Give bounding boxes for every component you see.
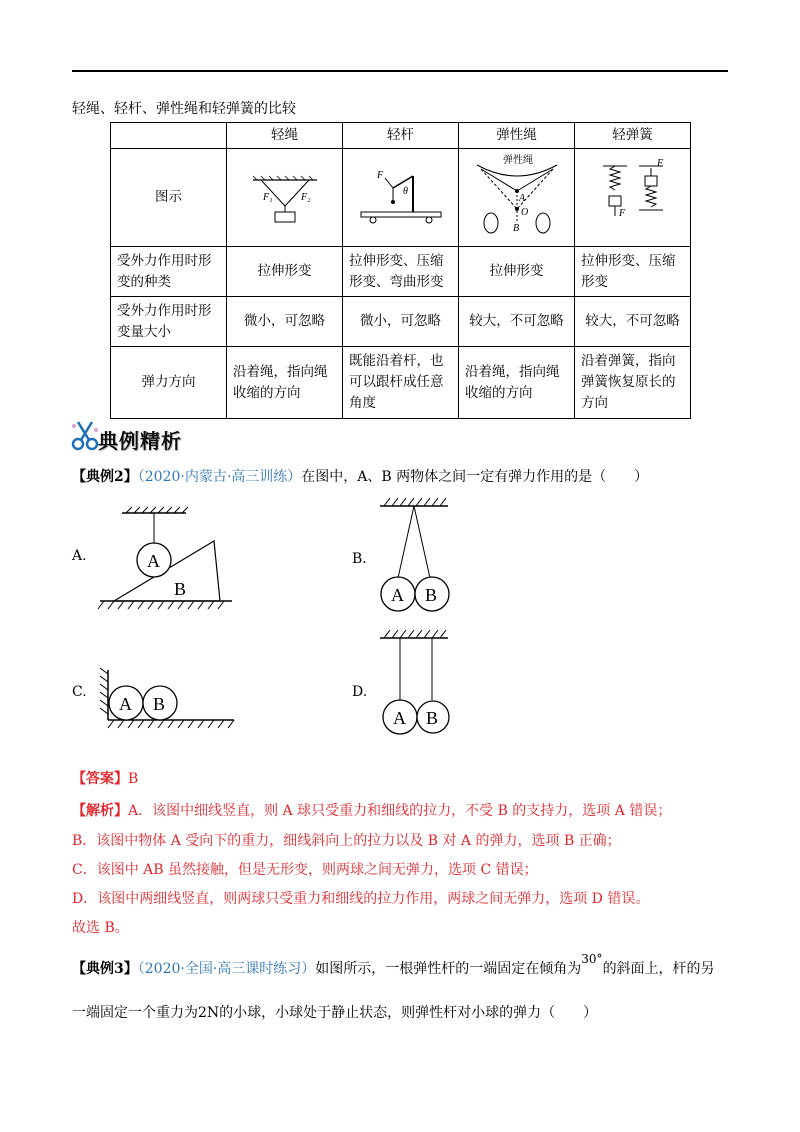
rod-theta-label: θ — [402, 186, 408, 197]
table-cell: 拉伸形变、压缩形变 — [575, 247, 691, 297]
ex2-question: 在图中，A、B 两物体之间一定有弹力作用的是（ ） — [301, 469, 649, 485]
option-c-ball-b: B — [153, 694, 166, 714]
ex2-tag: 【典例2】 — [72, 469, 138, 485]
table-row-figures — [111, 149, 691, 247]
rope-figure — [235, 154, 335, 234]
spring-f2-label: F — [656, 158, 663, 169]
option-a-label: A. — [72, 548, 87, 564]
table-cell: 拉伸形变 — [227, 247, 343, 297]
table-cell: 沿着绳，指向绳收缩的方向 — [459, 347, 575, 419]
rod-f-label: F — [376, 170, 383, 181]
rope-f2-label: F₂ — [300, 192, 311, 203]
elastic-title-label: 弹性绳 — [502, 155, 533, 166]
rope-figure-cell — [227, 149, 343, 247]
analysis-line-5: 故选 B。 — [72, 920, 129, 936]
analysis-line-1 — [72, 800, 671, 820]
option-d-figure — [372, 626, 462, 740]
section-title: 典例精析 — [98, 429, 182, 453]
table-header-cell — [111, 123, 227, 149]
option-a-block-b: B — [174, 579, 187, 599]
option-b-ball-a: A — [391, 585, 404, 605]
ex3-question-line-1 — [72, 952, 715, 978]
option-d-ball-a: A — [393, 708, 406, 728]
ex2-question-line — [72, 466, 648, 486]
spring-f1-label: F — [618, 208, 625, 219]
elastic-figure — [467, 151, 567, 237]
table-cell: 较大，不可忽略 — [575, 297, 691, 347]
answer-tag: 【答案】 — [72, 771, 128, 787]
analysis-line-2: B．该图中物体 A 受向下的重力，细线斜向上的拉力以及 B 对 A 的弹力，选项 B 正确； — [72, 833, 621, 849]
option-d-label: D. — [352, 684, 368, 700]
comparison-table — [110, 122, 691, 419]
ex3-text-a: 如图所示，一根弹性杆的一端固定在倾角为 — [315, 961, 582, 977]
rope-f1-label: F₁ — [262, 192, 273, 203]
elastic-b-label: B — [512, 223, 519, 234]
table-cell: 既能沿着杆，也可以跟杆成任意角度 — [343, 347, 459, 419]
option-b-figure — [372, 494, 462, 616]
row-label: 受外力作用时形变的种类 — [111, 247, 227, 297]
spring-figure-cell — [575, 149, 691, 247]
analysis-line-4: D．该图中两细线竖直，则两球只受重力和细线的拉力作用，两球之间无弹力，选项 D 错误。 — [72, 891, 650, 907]
table-cell: 拉伸形变、压缩形变、弯曲形变 — [343, 247, 459, 297]
ex3-question-line-2: 一端固定一个重力为2N的小球，小球处于静止状态，则弹性杆对小球的弹力（ ） — [72, 1005, 598, 1021]
header-rule — [72, 70, 728, 72]
table-row-deformation-type — [111, 247, 691, 297]
table-header-cell: 轻杆 — [343, 123, 459, 149]
rod-figure-cell — [343, 149, 459, 247]
scissors-icon — [70, 418, 100, 454]
rod-figure — [351, 154, 451, 234]
table-cell: 微小，可忽略 — [227, 297, 343, 347]
ex3-source: （2020·全国·高三课时练习） — [137, 961, 316, 977]
table-cell: 较大，不可忽略 — [459, 297, 575, 347]
option-d-ball-b: B — [426, 708, 439, 728]
row-label: 图示 — [111, 149, 227, 247]
table-cell: 拉伸形变 — [459, 247, 575, 297]
ex3-tag: 【典例3】 — [72, 961, 138, 977]
option-b-ball-b: B — [425, 585, 438, 605]
table-header-row — [111, 123, 691, 149]
table-cell: 沿着绳，指向绳收缩的方向 — [227, 347, 343, 419]
table-header-cell: 轻弹簧 — [575, 123, 691, 149]
answer-line — [72, 768, 138, 788]
analysis-text: A．该图中细线竖直，则 A 球只受重力和细线的拉力，不受 B 的支持力，选项 A 错误； — [128, 803, 672, 819]
option-c-ball-a: A — [119, 694, 132, 714]
option-b-label: B． — [352, 551, 377, 567]
option-a-figure — [96, 505, 246, 615]
ex2-source: （2020·内蒙古·高三训练） — [137, 469, 302, 485]
elastic-a-label: A — [518, 193, 525, 204]
elastic-figure-cell — [459, 149, 575, 247]
option-c-figure — [94, 664, 244, 736]
row-label: 弹力方向 — [111, 347, 227, 419]
option-a-ball-a: A — [147, 551, 160, 571]
spring-figure — [583, 154, 683, 234]
table-header-cell: 弹性绳 — [459, 123, 575, 149]
table-row-deformation-size — [111, 297, 691, 347]
table-row-force-direction — [111, 347, 691, 419]
section-header — [70, 418, 270, 454]
table-cell: 微小，可忽略 — [343, 297, 459, 347]
row-label: 受外力作用时形变量大小 — [111, 297, 227, 347]
analysis-line-3: C．该图中 AB 虽然接触，但是无形变，则两球之间无弹力，选项 C 错误； — [72, 862, 538, 878]
table-header-cell: 轻绳 — [227, 123, 343, 149]
answer-value: B — [128, 771, 139, 787]
option-c-label: C. — [72, 684, 87, 700]
intro-text: 轻绳、轻杆、弹性绳和轻弹簧的比较 — [72, 101, 296, 117]
analysis-tag: 【解析】 — [72, 803, 128, 819]
table-cell: 沿着弹簧，指向弹簧恢复原长的方向 — [575, 347, 691, 419]
ex3-angle: 30° — [581, 952, 603, 966]
ex3-text-b: 的斜面上，杆的另 — [602, 961, 715, 977]
elastic-o-label: O — [520, 207, 528, 218]
